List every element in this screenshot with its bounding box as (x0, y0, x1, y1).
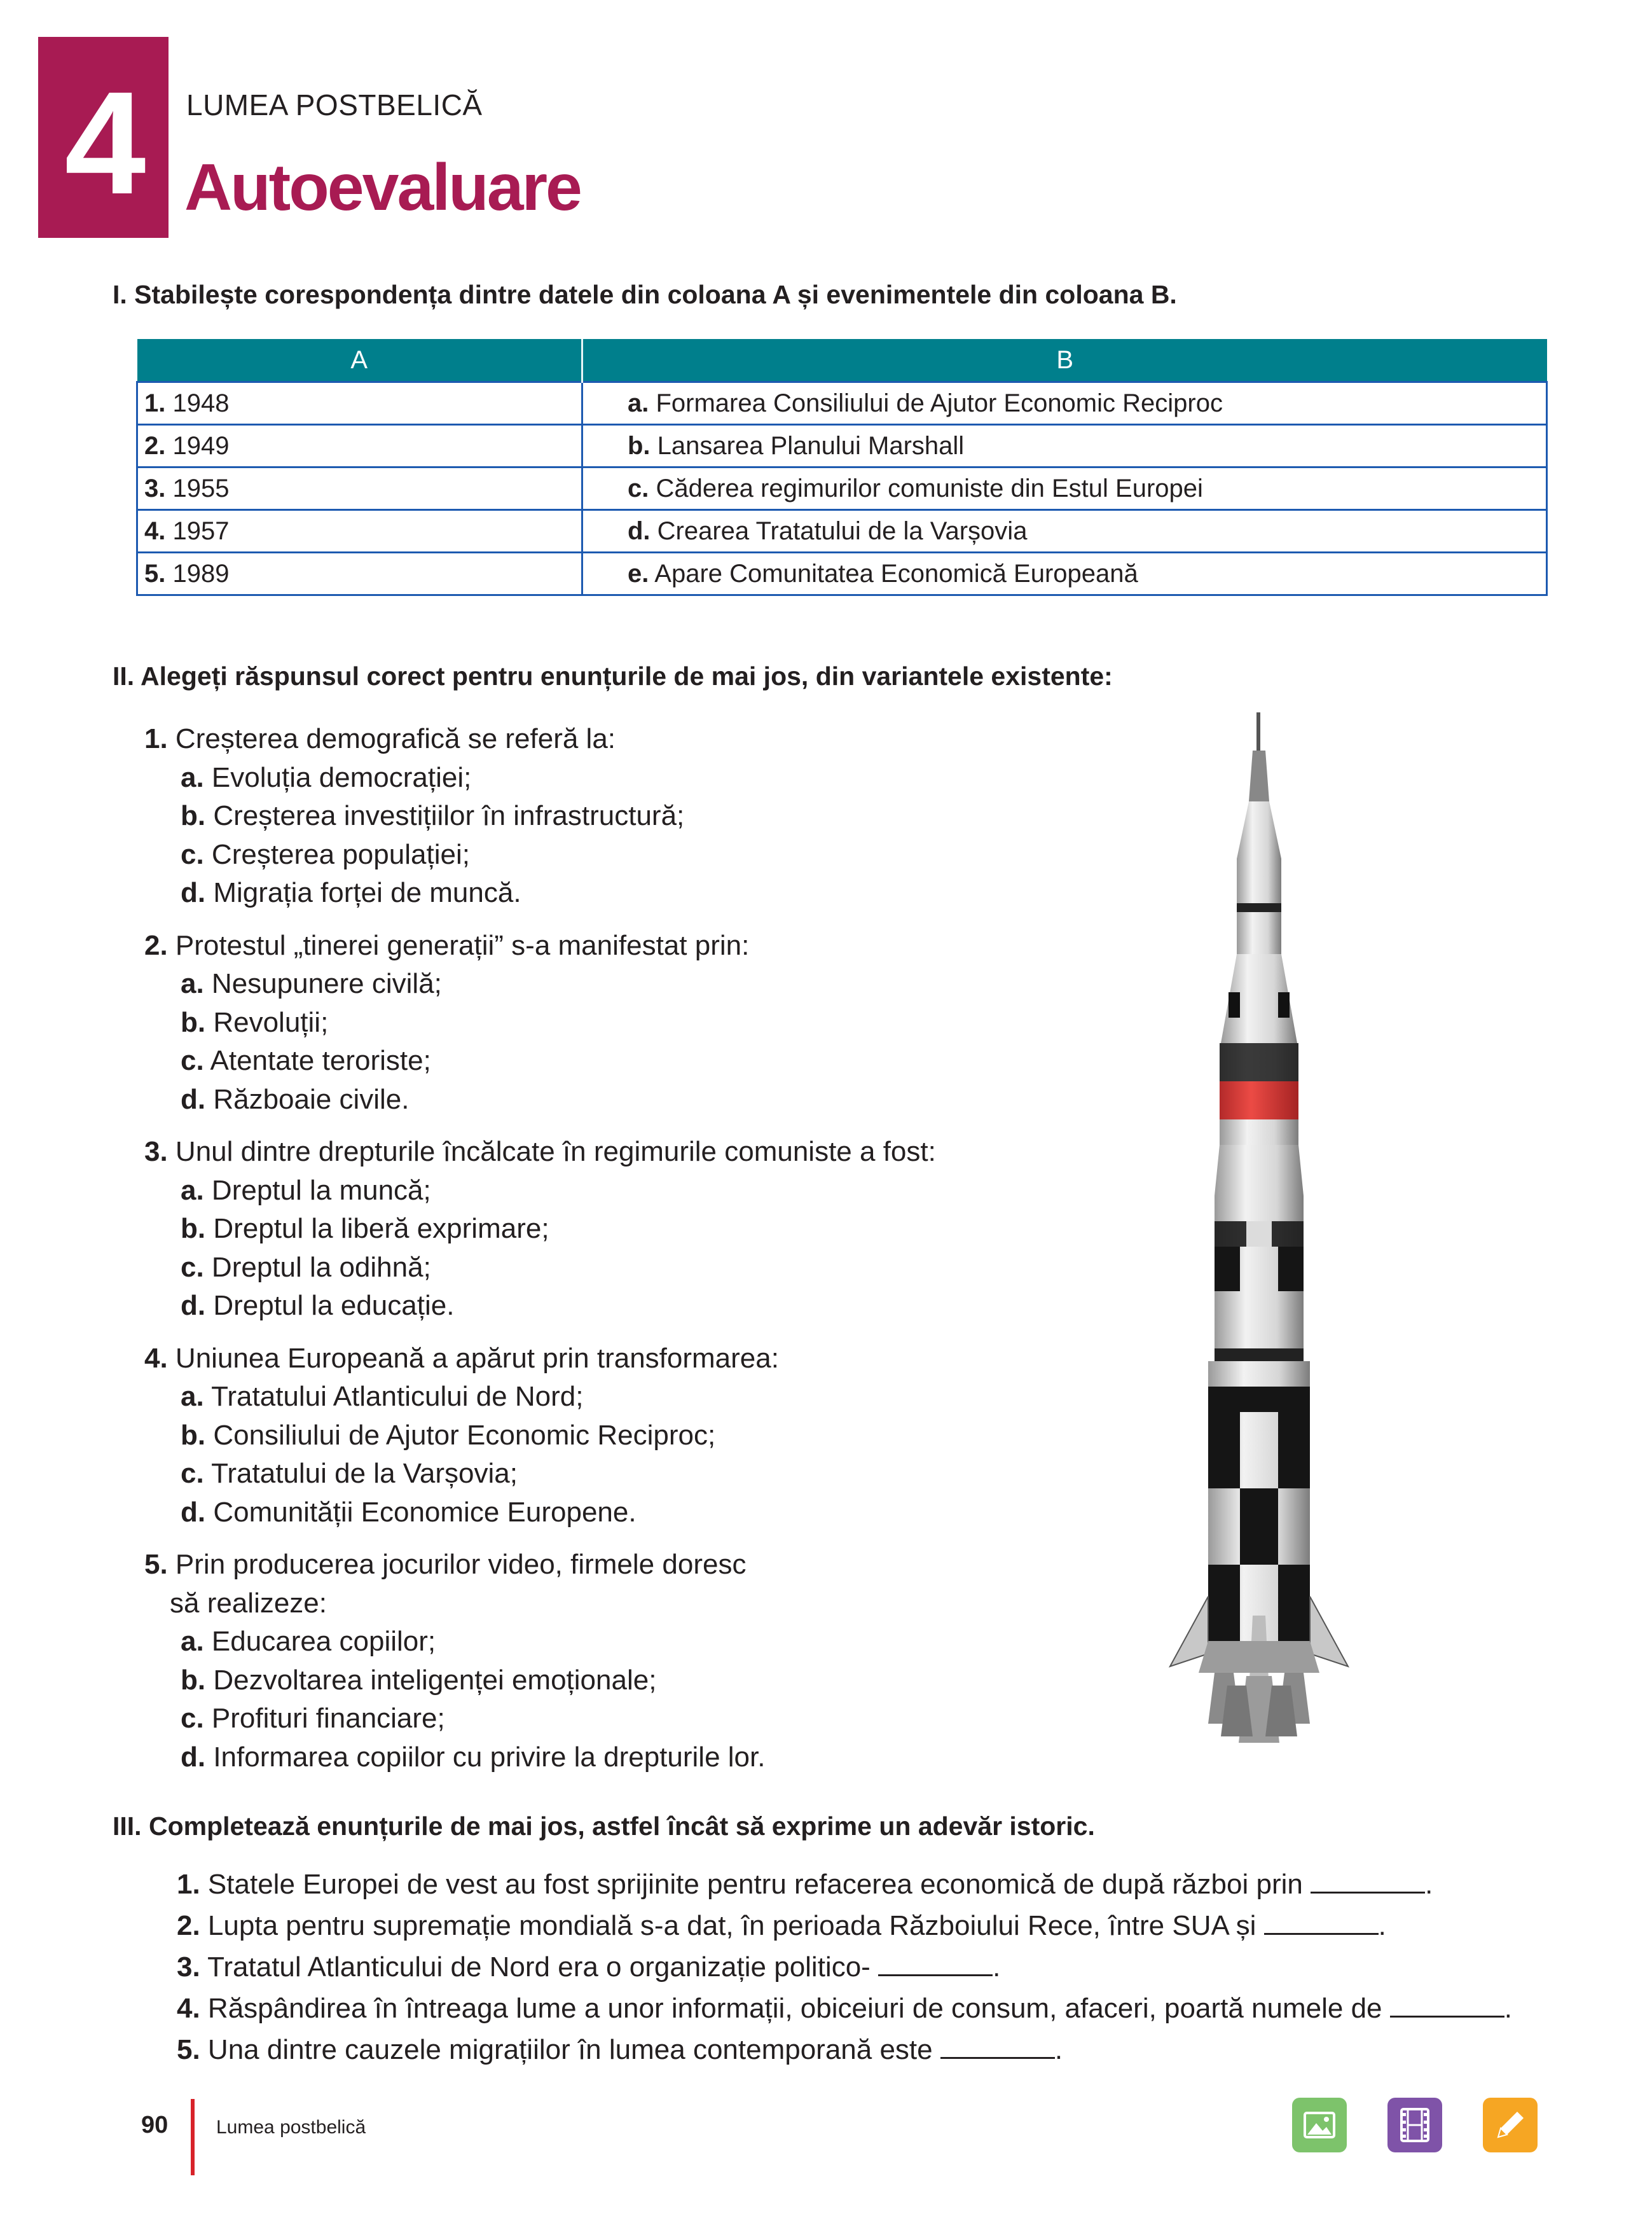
section-3-title: III. Completează enunțurile de mai jos, astfel încât să exprime un adevăr istoric. (113, 1811, 1095, 1841)
fill-in-item: 5. Una dintre cauzele migrațiilor în lumea contemporană este . (177, 2029, 1607, 2070)
event-cell: b. Lansarea Planului Marshall (582, 425, 1547, 467)
chapter-title: LUMEA POSTBELICĂ (186, 88, 483, 121)
answer-option[interactable]: a. Nesupunere civilă; (181, 968, 442, 999)
answer-blank[interactable] (1311, 1866, 1425, 1894)
page-number: 90 (141, 2112, 169, 2138)
table-row (137, 510, 1547, 553)
answer-blank[interactable] (940, 2032, 1055, 2059)
answer-blank[interactable] (878, 1949, 993, 1976)
answer-blank[interactable] (1264, 1908, 1379, 1935)
answer-option[interactable]: a. Educarea copiilor; (181, 1626, 436, 1657)
answer-option[interactable]: d. Dreptul la educație. (181, 1290, 455, 1321)
table-header-row (137, 339, 1547, 382)
event-cell: a. Formarea Consiliului de Ajutor Economic Reciproc (582, 382, 1547, 425)
question-item (144, 720, 1098, 913)
saturn-v-rocket-image (1145, 712, 1373, 1768)
film-icon[interactable] (1387, 2098, 1442, 2152)
page-title: Autoevaluare (184, 151, 581, 225)
question-stem-continued: să realizeze: (170, 1587, 327, 1619)
answer-option[interactable]: b. Dezvoltarea inteligenței emoționale; (181, 1664, 657, 1696)
answer-option[interactable]: a. Evoluția democrației; (181, 761, 472, 793)
fill-in-item: 4. Răspândirea în întreaga lume a unor informații, obiceiuri de consum, afaceri, poartă numele de . (177, 1988, 1607, 2029)
table-row (137, 425, 1547, 467)
pencil-icon[interactable] (1483, 2098, 1538, 2152)
answer-option[interactable]: c. Profituri financiare; (181, 1703, 445, 1734)
answer-option[interactable]: b. Creșterea investițiilor în infrastructură; (181, 800, 685, 831)
answer-option[interactable]: c. Creșterea populației; (181, 838, 470, 870)
question-stem: 3. Unul dintre drepturile încălcate în regimurile comuniste a fost: (144, 1136, 936, 1167)
answer-option[interactable]: a. Tratatului Atlanticului de Nord; (181, 1381, 584, 1412)
question-item (144, 1546, 1098, 1776)
question-stem: 1. Creșterea demografică se referă la: (144, 723, 616, 754)
event-cell: e. Apare Comunitatea Economică Europeană (582, 553, 1547, 595)
event-cell: c. Căderea regimurilor comuniste din Estul Europei (582, 467, 1547, 510)
answer-option[interactable]: b. Revoluții; (181, 1006, 329, 1038)
table-row (137, 467, 1547, 510)
matching-table (136, 339, 1548, 596)
answer-blank[interactable] (1390, 1990, 1504, 2018)
question-item (144, 1340, 1098, 1532)
question-list (144, 720, 1098, 1790)
column-b-header: B (582, 339, 1547, 382)
fill-in-item: 2. Lupta pentru supremație mondială s-a dat, în perioada Războiului Rece, între SUA și . (177, 1905, 1607, 1946)
date-cell: 2. 1949 (137, 425, 582, 467)
section-2-title: II. Alegeți răspunsul corect pentru enunțurile de mai jos, din variantele existente: (113, 661, 1113, 691)
date-cell: 5. 1989 (137, 553, 582, 595)
fill-in-list (177, 1864, 1607, 2070)
chapter-number: 4 (64, 61, 142, 225)
answer-option[interactable]: d. Comunității Economice Europene. (181, 1496, 637, 1528)
section-1-title: I. Stabilește corespondența dintre datele din coloana A și evenimentele din coloana B. (113, 280, 1177, 309)
question-stem: 5. Prin producerea jocurilor video, firmele doresc (144, 1549, 747, 1580)
fill-in-item: 1. Statele Europei de vest au fost sprijinite pentru refacerea economică de după război prin . (177, 1864, 1607, 1905)
answer-option[interactable]: d. Migrația forței de muncă. (181, 877, 521, 908)
event-cell: d. Crearea Tratatului de la Varșovia (582, 510, 1547, 553)
answer-option[interactable]: c. Tratatului de la Varșovia; (181, 1458, 518, 1489)
answer-option[interactable]: d. Informarea copiilor cu privire la drepturile lor. (181, 1741, 766, 1773)
date-cell: 4. 1957 (137, 510, 582, 553)
question-stem: 2. Protestul „tinerei generații” s-a manifestat prin: (144, 929, 750, 961)
answer-option[interactable]: a. Dreptul la muncă; (181, 1174, 431, 1206)
footer-divider (191, 2099, 195, 2175)
question-stem: 4. Uniunea Europeană a apărut prin transformarea: (144, 1342, 779, 1374)
answer-option[interactable]: d. Războaie civile. (181, 1083, 410, 1115)
answer-option[interactable]: b. Consiliului de Ajutor Economic Reciproc; (181, 1419, 716, 1451)
question-item (144, 1133, 1098, 1326)
question-item (144, 927, 1098, 1119)
answer-option[interactable]: c. Atentate teroriste; (181, 1045, 431, 1076)
date-cell: 1. 1948 (137, 382, 582, 425)
fill-in-item: 3. Tratatul Atlanticului de Nord era o organizație politico- . (177, 1946, 1607, 1988)
answer-option[interactable]: b. Dreptul la liberă exprimare; (181, 1213, 549, 1244)
table-row (137, 382, 1547, 425)
date-cell: 3. 1955 (137, 467, 582, 510)
column-a-header: A (137, 339, 582, 382)
table-row (137, 553, 1547, 595)
image-icon[interactable] (1292, 2098, 1347, 2152)
answer-option[interactable]: c. Dreptul la odihnă; (181, 1251, 431, 1283)
running-title: Lumea postbelică (216, 2117, 366, 2138)
